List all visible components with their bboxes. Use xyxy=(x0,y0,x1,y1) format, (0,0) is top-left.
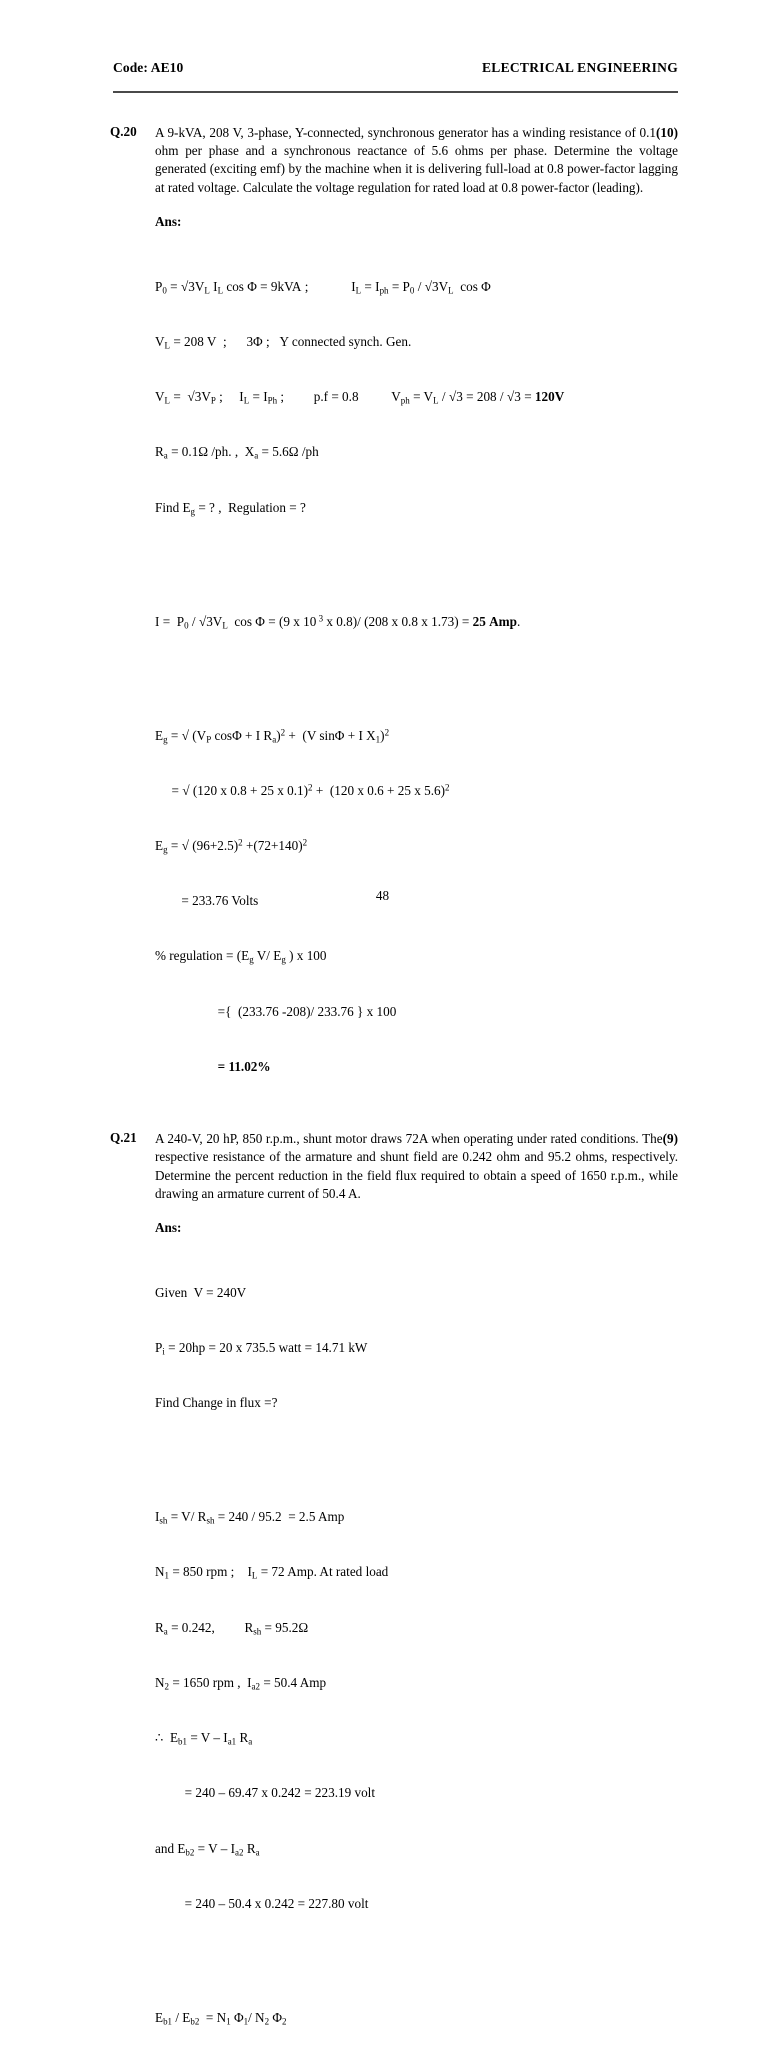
question-number-q21: Q.21 xyxy=(110,1130,137,1146)
answer-label-q20: Ans: xyxy=(155,213,182,229)
question-text-q21 xyxy=(155,1130,678,1203)
header-divider xyxy=(113,91,678,93)
given-line: Given V = 240V xyxy=(155,1284,247,1300)
current-calculation-q20 xyxy=(155,576,765,668)
calc-line: ={ (233.76 -208)/ 233.76 } x 100 xyxy=(155,1003,397,1019)
question-marks-q20: (10) xyxy=(656,125,678,140)
calc-line: $E_g$ = √ $(96+2.5)^2 +(72+140)^2$ xyxy=(155,837,308,855)
calc-line: ∴ $E_{b1} = V - I_{a1}$ $R_a$ xyxy=(155,1730,253,1747)
given-line: Find Change in flux =? xyxy=(155,1395,278,1411)
calc-line: = 240 – 50.4 x 0.242 = 227.80 volt xyxy=(155,1895,369,1911)
given-block-q21 xyxy=(155,1247,765,1449)
given-line: $R_a = 0.1\Omega$ /ph. , $X_a = 5.6\Omega$ /ph xyxy=(155,444,319,461)
regulation-result xyxy=(155,1058,765,1076)
page-number: 48 xyxy=(375,888,390,903)
question-body-q21: A 240-V, 20 hP, 850 r.p.m., shunt motor draws 72A when operating under rated conditions. The respective resistance of the armature and shunt field are 0.242 ohm and 95.2 ohms, respectively. Determine the percent reduction in the field flux required to obtain a speed of 1650 r.p.m., while drawing an armature current of 50.4 A. xyxy=(155,1131,678,1201)
ratio-block-q21 xyxy=(155,1972,765,2064)
regulation-value: = 11.02% xyxy=(217,1058,271,1074)
data-block-q21 xyxy=(155,1471,765,1950)
document-content xyxy=(0,124,765,2064)
question-body-q20: A 9-kVA, 208 V, 3-phase, Y-connected, synchronous generator has a winding resistance of 0.1 ohm per phase and a synchronous reactance of 5.6 ohms per phase. Determine the voltage generated (exciting emf) by the machine when it is delivering full-load at 0.8 power-factor lagging at rated voltage. Calculate the voltage regulation for rated load at 0.8 power-factor (leading). xyxy=(155,125,678,195)
exam-code: Code: AE10 xyxy=(113,60,184,75)
current-value: 25 Amp xyxy=(472,613,517,629)
question-number-q20: Q.20 xyxy=(110,124,137,139)
calc-line: $N_2 = 1650$ rpm , $I_{a2} = 50.4$ Amp xyxy=(155,1674,327,1692)
vph-value: 120V xyxy=(534,389,565,405)
given-line: Find $E_g$ = ? , Regulation = ? xyxy=(155,499,306,516)
calc-line: $N_1 = 850$ rpm ; $I_L = 72$ Amp. At rated load xyxy=(155,1564,389,1581)
page-header xyxy=(113,60,678,76)
calc-line: $E_g$ = √ ($V_P$ cosΦ + I $R_a)^2 + (V$ sinΦ + I $X_1)^2$ xyxy=(155,727,390,745)
question-block-q21 xyxy=(0,1130,765,1203)
given-line: $V_L = 208$ V ; 3Φ ; Y connected synch. Gen. xyxy=(155,333,412,351)
calc-line: = 240 – 69.47 x 0.242 = 223.19 volt xyxy=(155,1785,376,1801)
calc-line: $E_{b1} / E_{b2} = N_1$ $\Phi_1/$ $N_2$ $\Phi_2$ xyxy=(155,2009,287,2027)
given-line: $P_i = 20hp = 20$ x 735.5 watt = 14.71 kW xyxy=(155,1339,368,1357)
calc-line: % regulation = ($E_g$ V/ $E_g$ ) x 100 xyxy=(155,948,327,965)
question-marks-q21: (9) xyxy=(662,1131,678,1147)
calc-line: = 233.76 Volts xyxy=(155,893,259,909)
given-block-q20 xyxy=(155,241,765,554)
calc-line: $I_{sh} = V/$ $R_{sh} = 240 / 95.2 = 2.5$ Amp xyxy=(155,1509,345,1526)
calc-line: $R_a = 0.242$, $R_{sh} = 95.2\Omega$ xyxy=(155,1619,309,1637)
question-text-q20 xyxy=(155,124,678,197)
calc-line: = √ (120 x 0.8 + 25 x 0.1)$^2$ + (120 x 0.6 + 25 x 5.6)$^2$ xyxy=(155,782,450,798)
question-block-q20 xyxy=(0,124,765,197)
given-line: $P_0 = √3V_L$ $I_L$ cos Φ = 9kVA ; $I_L = I_{ph} = P_0 / √3V_L$ cos Φ xyxy=(155,278,491,296)
subject-title: ELECTRICAL ENGINEERING xyxy=(481,60,678,75)
given-line: $V_L = √3V_P$ ; $I_L = I_{Ph}$ ; p.f = 0.8 $V_{ph} = V_L / √3 = 208 / √3 = 120V$ xyxy=(155,389,565,406)
answer-label-q21: Ans: xyxy=(155,1219,182,1235)
calc-line: and $E_{b2} = V - I_{a2}$ $R_a$ xyxy=(155,1840,260,1857)
calc-line: $I = P_0 / √3V_L$ cos Φ = (9 x 10 $^3$ x 0.8)/ (208 x 0.8 x 1.73) = 25 Amp. xyxy=(155,613,521,631)
